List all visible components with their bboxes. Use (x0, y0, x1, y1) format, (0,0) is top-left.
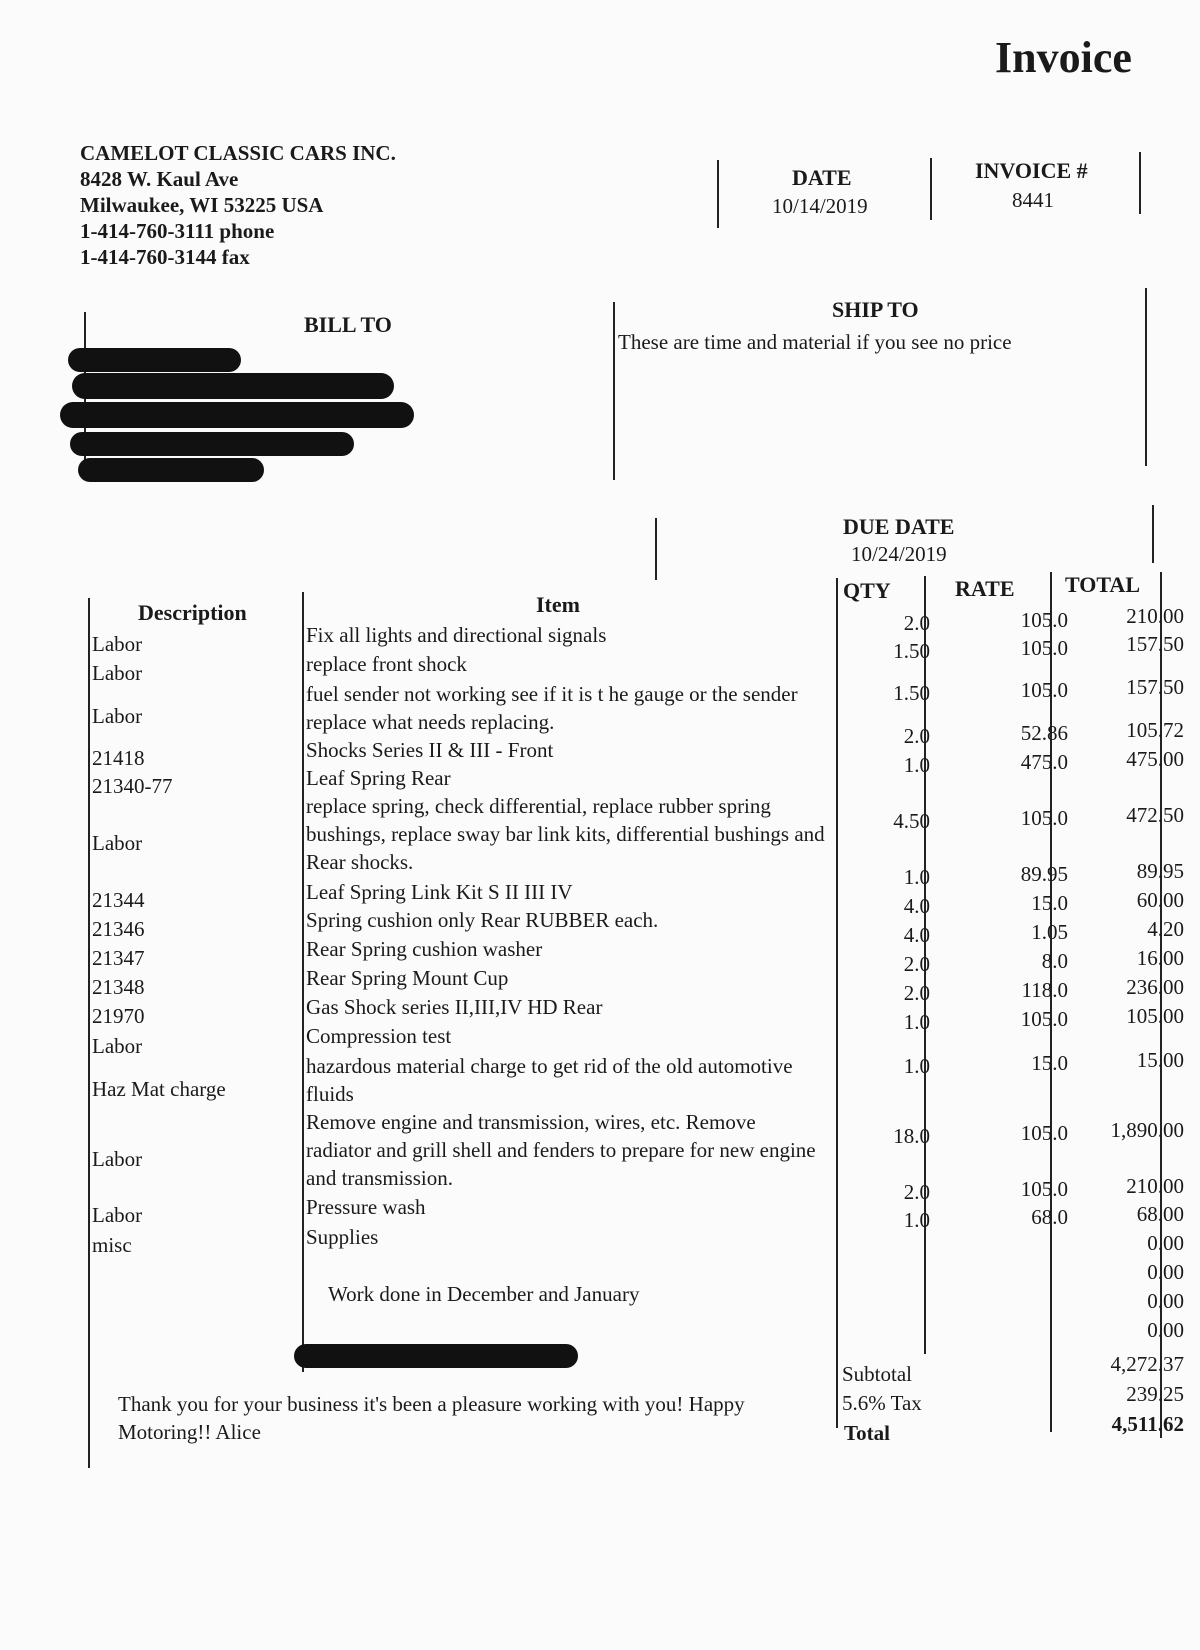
row-description: 21347 (92, 946, 145, 970)
divider (1145, 288, 1147, 466)
row-total: 16.00 (1136, 946, 1184, 970)
row-rate: 8.0 (1041, 949, 1068, 973)
row-qty: 1.0 (903, 865, 930, 889)
table-line (302, 592, 304, 1372)
row-qty: 4.50 (893, 809, 930, 833)
row-description: Labor (92, 1203, 143, 1227)
row-total: 4.20 (1147, 917, 1184, 941)
row-total: 472.50 (1126, 803, 1184, 827)
row-total: 1,890.00 (1110, 1118, 1184, 1142)
row-description: Labor (92, 831, 143, 855)
row-item: Gas Shock series II,III,IV HD Rear (306, 995, 603, 1019)
row-rate: 15.0 (1031, 891, 1068, 915)
redaction-bar (78, 458, 264, 482)
thank-you-message: Thank you for your business it's been a pleasure working with you! Happy Motoring!! Alice (118, 1392, 745, 1444)
row-total: 89.95 (1136, 859, 1184, 883)
row-total: 60.00 (1136, 888, 1184, 912)
row-total: 0.00 (1147, 1289, 1184, 1313)
row-total: 210.00 (1126, 604, 1184, 628)
row-description: Haz Mat charge (92, 1077, 226, 1101)
row-qty: 1.50 (893, 681, 930, 705)
row-rate: 105.0 (1020, 806, 1068, 830)
column-header-total: TOTAL (1065, 572, 1140, 597)
row-rate: 105.0 (1020, 1121, 1068, 1145)
tax-label: 5.6% Tax (842, 1391, 922, 1415)
row-rate: 15.0 (1031, 1051, 1068, 1075)
redaction-bar (70, 432, 354, 456)
row-item: Shocks Series II & III - Front (306, 738, 554, 762)
row-total: 157.50 (1126, 632, 1184, 656)
company-phone: 1-414-760-3111 phone (80, 219, 275, 243)
invoice-number-label: INVOICE # (975, 158, 1088, 183)
row-rate: 105.0 (1020, 678, 1068, 702)
row-description: Labor (92, 1147, 143, 1171)
row-qty: 1.0 (903, 753, 930, 777)
redaction-bar (60, 402, 414, 428)
row-total: 15.00 (1136, 1048, 1184, 1072)
row-item: Remove engine and transmission, wires, etc. Remove radiator and grill shell and fenders to prepare for new engine and transmission. (306, 1110, 816, 1190)
row-rate: 52.86 (1020, 721, 1068, 745)
row-item: Spring cushion only Rear RUBBER each. (306, 908, 659, 932)
row-total: 157.50 (1126, 675, 1184, 699)
divider (1139, 152, 1141, 214)
redaction-bar (294, 1344, 578, 1368)
row-qty: 2.0 (903, 1180, 930, 1204)
row-item: replace front shock (306, 652, 467, 676)
divider (717, 160, 719, 228)
subtotal-value: 4,272.37 (1110, 1352, 1184, 1376)
row-description: misc (92, 1233, 132, 1257)
total-value: 4,511.62 (1111, 1412, 1184, 1436)
total-label: Total (844, 1421, 890, 1445)
row-rate: 118.0 (1021, 978, 1068, 1002)
row-rate: 475.0 (1020, 750, 1068, 774)
column-header-rate: RATE (955, 576, 1015, 601)
row-description: Labor (92, 1034, 143, 1058)
row-qty: 1.0 (903, 1208, 930, 1232)
tax-value: 239.25 (1126, 1382, 1184, 1406)
row-total: 105.00 (1126, 1004, 1184, 1028)
row-qty: 4.0 (903, 894, 930, 918)
column-header-qty: QTY (843, 578, 891, 603)
divider (1152, 505, 1154, 563)
subtotal-label: Subtotal (842, 1362, 913, 1386)
row-rate: 68.0 (1031, 1205, 1068, 1229)
row-item: Pressure wash (306, 1195, 426, 1219)
row-item: Rear Spring cushion washer (306, 937, 543, 961)
row-total: 0.00 (1147, 1318, 1184, 1342)
row-qty: 2.0 (903, 611, 930, 635)
company-name: CAMELOT CLASSIC CARS INC. (80, 141, 396, 165)
row-rate: 105.0 (1020, 1177, 1068, 1201)
redaction-bar (68, 348, 241, 372)
row-description: 21348 (92, 975, 145, 999)
divider (655, 518, 657, 580)
ship-to-note: These are time and material if you see no price (618, 330, 1012, 354)
row-qty: 1.0 (903, 1010, 930, 1034)
row-description: 21344 (92, 888, 145, 912)
row-description: Labor (92, 632, 143, 656)
row-item: hazardous material charge to get rid of the old automotive fluids (306, 1054, 793, 1106)
company-info (80, 140, 396, 270)
column-header-description: Description (138, 600, 247, 625)
company-fax: 1-414-760-3144 fax (80, 245, 250, 269)
row-rate: 105.0 (1020, 1007, 1068, 1031)
row-item: replace spring, check differential, replace rubber spring bushings, replace sway bar link kits, differential bushings and Rear shocks. (306, 794, 825, 874)
row-description: Labor (92, 661, 143, 685)
row-description: Labor (92, 704, 143, 728)
row-rate: 105.0 (1020, 636, 1068, 660)
row-rate: 1.05 (1031, 920, 1068, 944)
bill-to-label: BILL TO (304, 312, 392, 337)
row-total: 475.00 (1126, 747, 1184, 771)
row-item: Compression test (306, 1024, 452, 1048)
row-qty: 1.0 (903, 1054, 930, 1078)
row-item: Leaf Spring Rear (306, 766, 451, 790)
row-total: 68.00 (1136, 1202, 1184, 1226)
divider (613, 302, 615, 480)
row-description: 21970 (92, 1004, 145, 1028)
row-total: 0.00 (1147, 1231, 1184, 1255)
row-qty: 4.0 (903, 923, 930, 947)
row-rate: 89.95 (1020, 862, 1068, 886)
row-rate: 105.0 (1020, 608, 1068, 632)
table-line (88, 598, 90, 1468)
row-total: 236.00 (1126, 975, 1184, 999)
divider (930, 158, 932, 220)
row-description: 21418 (92, 746, 145, 770)
row-qty: 18.0 (893, 1124, 930, 1148)
row-qty: 2.0 (903, 981, 930, 1005)
company-address-line2: Milwaukee, WI 53225 USA (80, 193, 324, 217)
invoice-title: Invoice (995, 33, 1132, 82)
row-item: Leaf Spring Link Kit S II III IV (306, 880, 573, 904)
row-total: 0.00 (1147, 1260, 1184, 1284)
row-item: Supplies (306, 1225, 379, 1249)
row-item: Work done in December and January (328, 1282, 640, 1306)
date-value: 10/14/2019 (772, 194, 868, 218)
row-item: fuel sender not working see if it is t he gauge or the sender replace what needs replacing. (306, 682, 798, 734)
row-qty: 1.50 (893, 639, 930, 663)
due-date-value: 10/24/2019 (851, 542, 947, 566)
ship-to-label: SHIP TO (832, 297, 919, 322)
column-header-item: Item (536, 592, 580, 617)
row-qty: 2.0 (903, 724, 930, 748)
company-address-line1: 8428 W. Kaul Ave (80, 167, 239, 191)
date-label: DATE (792, 165, 852, 190)
row-description: 21346 (92, 917, 145, 941)
row-qty: 2.0 (903, 952, 930, 976)
due-date-label: DUE DATE (843, 514, 955, 539)
invoice-number-value: 8441 (1012, 188, 1054, 212)
redaction-bar (72, 373, 394, 399)
row-description: 21340-77 (92, 774, 173, 798)
row-item: Fix all lights and directional signals (306, 623, 607, 647)
row-item: Rear Spring Mount Cup (306, 966, 509, 990)
row-total: 105.72 (1126, 718, 1184, 742)
row-total: 210.00 (1126, 1174, 1184, 1198)
